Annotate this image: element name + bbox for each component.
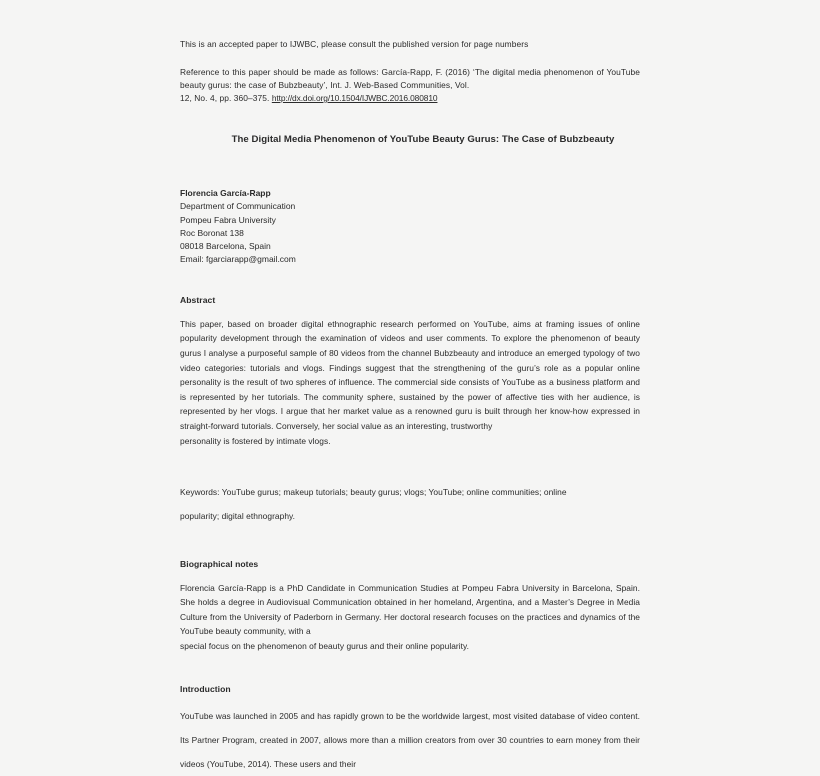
author-affiliation-block [180, 187, 640, 267]
author-email: Email: fgarciarapp@gmail.com [180, 253, 640, 266]
abstract-body-last-line: personality is fostered by intimate vlogs. [180, 434, 640, 449]
keywords-text: Keywords: YouTube gurus; makeup tutorials; beauty gurus; vlogs; YouTube; online communities; online [180, 487, 567, 497]
accepted-paper-note: This is an accepted paper to IJWBC, please consult the published version for page numbers [180, 38, 640, 51]
abstract-paragraph [180, 317, 640, 448]
introduction-paragraph: YouTube was launched in 2005 and has rapidly grown to be the worldwide largest, most visited database of video content. Its Partner Program, created in 2007, allows more than a million creators from over 30 countries to earn money from their videos (YouTube, 2014). These users and their [180, 704, 640, 776]
page-content-column [180, 0, 640, 776]
citation-reference-last-line [180, 92, 640, 105]
author-street-address: Roc Boronat 138 [180, 227, 640, 240]
citation-page-range: 12, No. 4, pp. 360–375. [180, 93, 269, 103]
abstract-body-text: This paper, based on broader digital ethnographic research performed on YouTube, aims at framing issues of online popularity development through the examination of videos and user comments. To explore the phenomenon of beauty gurus I analyse a purposeful sample of 80 videos from the channel Bubzbeauty and introduce an emerged typology of two video categories: tutorials and vlogs. Findings suggest that the strengthening of the guru’s role as a popular online personality is the result of two spheres of influence. The commercial side consists of YouTube as a business platform and is represented by her tutorials. The community sphere, sustained by the power of affective ties with her audience, is represented by her vlogs. I argue that her market value as a renowned guru is built through her know-how expressed in straight-forward tutorials. Conversely, her social value as an interesting, trustworthy [180, 319, 640, 431]
author-university: Pompeu Fabra University [180, 214, 640, 227]
author-department: Department of Communication [180, 200, 640, 213]
keywords-last-line: popularity; digital ethnography. [180, 504, 640, 528]
abstract-heading: Abstract [180, 295, 640, 305]
page-title: The Digital Media Phenomenon of YouTube Beauty Gurus: The Case of Bubzbeauty [180, 105, 640, 147]
biographical-notes-last-line: special focus on the phenomenon of beauty gurus and their online popularity. [180, 639, 640, 654]
introduction-heading: Introduction [180, 684, 640, 694]
author-city-country: 08018 Barcelona, Spain [180, 240, 640, 253]
author-name: Florencia García-Rapp [180, 187, 640, 200]
keywords-paragraph [180, 480, 640, 528]
biographical-notes-paragraph [180, 581, 640, 654]
biographical-notes-heading: Biographical notes [180, 559, 640, 569]
doi-link[interactable]: http://dx.doi.org/10.1504/IJWBC.2016.080810 [272, 93, 438, 103]
citation-reference-text: Reference to this paper should be made as follows: García-Rapp, F. (2016) ‘The digital media phenomenon of YouTube beauty gurus: the case of Bubzbeauty’, Int. J. Web-Based Communities, Vol. [180, 67, 640, 90]
citation-reference-note [180, 66, 640, 105]
biographical-notes-text: Florencia García-Rapp is a PhD Candidate in Communication Studies at Pompeu Fabra University in Barcelona, Spain. She holds a degree in Audiovisual Communication obtained in her homeland, Argentina, and a Master’s Degree in Media Culture from the University of Paderborn in Germany. Her doctoral research focuses on the practices and dynamics of the YouTube beauty community, with a [180, 583, 640, 637]
